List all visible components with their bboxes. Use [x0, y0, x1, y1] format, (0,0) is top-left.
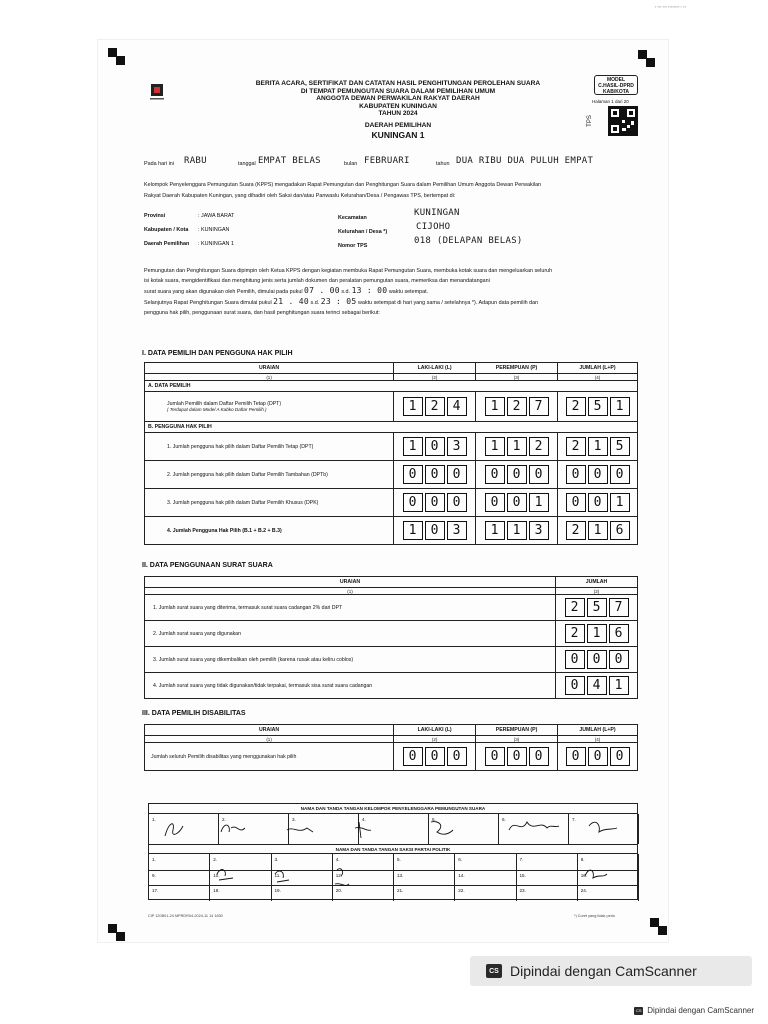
camscanner-badge — [470, 956, 752, 986]
s3-l — [394, 743, 476, 771]
kpps-number: 2. — [222, 817, 226, 822]
saksi-number: 6. — [458, 857, 463, 862]
saksi-number: 17. — [152, 888, 159, 894]
session-line3 — [144, 286, 674, 297]
digits-s2-r1-box-3: 7 — [609, 598, 629, 617]
label-bulan: bulan — [344, 161, 358, 167]
digits-b3-p-box-3: 1 — [529, 493, 549, 512]
digits-s2-r2-box-1: 2 — [565, 624, 585, 643]
digits-b2-j-box-2: 0 — [588, 465, 608, 484]
kpps-signature-title: NAMA DAN TANDA TANGAN KELOMPOK PENYELENGGARA PEMUNGUTAN SUARA — [149, 804, 637, 814]
s1-dpt-desc — [145, 392, 394, 422]
section1-table — [144, 362, 638, 545]
s1-b4-p — [476, 517, 558, 545]
saksi-number: 2. — [213, 857, 218, 862]
qr-code-icon — [608, 106, 638, 136]
digits-b1-l-box-1: 1 — [403, 437, 423, 456]
time-count-end: 23 : 05 — [320, 297, 357, 306]
digits-dpt-l — [397, 397, 472, 416]
camscanner-logo-icon: CS — [486, 964, 502, 978]
digits-dpt-p-box-2: 2 — [507, 397, 527, 416]
s1-b-title: B. PENGGUNA HAK PILIH — [145, 422, 638, 433]
camscanner-small-logo-icon: CS — [635, 1008, 642, 1013]
saksi-number: 19. — [274, 888, 281, 894]
digits-s3-j — [561, 747, 634, 766]
kpu-logo-icon — [148, 82, 166, 104]
s1-b4-j — [558, 517, 638, 545]
s3-j — [558, 743, 638, 771]
s1-b1-desc: 1. Jumlah pengguna hak pilih dalam Daftar Pemilih Tetap (DPT) — [145, 433, 394, 461]
s1-b2-row — [145, 461, 638, 489]
saksi-number: 13. — [397, 872, 404, 878]
digits-s2-r1 — [559, 598, 634, 617]
s1-n4: (4) — [558, 374, 638, 381]
header-line1: BERITA ACARA, SERTIFIKAT DAN CATATAN HASIL PENGHITUNGAN PEROLEHAN SUARA — [255, 80, 541, 87]
digits-b4-p — [479, 521, 554, 540]
saksi-number: 20. — [335, 888, 343, 894]
label-kabkota: Kabupaten / Kota — [144, 227, 189, 233]
digits-b1-p-box-1: 1 — [485, 437, 505, 456]
s2-col-uraian: URAIAN — [145, 577, 556, 588]
digits-b3-p-box-1: 0 — [485, 493, 505, 512]
s3-row — [145, 743, 638, 771]
digits-s2-r3-box-2: 0 — [587, 650, 607, 669]
camscanner-text: Dipindai dengan CamScanner — [510, 963, 697, 979]
digits-b2-p — [479, 465, 554, 484]
digits-b3-l-box-3: 0 — [447, 493, 467, 512]
saksi-number: 24. — [580, 888, 588, 894]
s2-n2: (2) — [556, 588, 638, 595]
digits-b2-p-box-1: 0 — [485, 465, 505, 484]
digits-s3-j-box-2: 0 — [588, 747, 608, 766]
digits-b1-p-box-3: 2 — [529, 437, 549, 456]
s2-row3-val — [556, 647, 638, 673]
s2-row2 — [145, 621, 638, 647]
s1-b3-desc: 3. Jumlah pengguna hak pilih dalam Daftar Pemilih Khusus (DPK) — [145, 489, 394, 517]
s1-b-title-row — [145, 422, 638, 433]
value-kelurahan: CIJOHO — [416, 222, 451, 232]
digits-s3-j-box-3: 0 — [610, 747, 630, 766]
digits-s3-p — [479, 747, 554, 766]
saksi-signature-title: NAMA DAN TANDA TANGAN SAKSI PARTAI POLITIK — [149, 844, 637, 854]
saksi-number: 15. — [519, 872, 526, 878]
digits-dpt-p — [479, 397, 554, 416]
digits-b4-p-box-3: 3 — [529, 521, 549, 540]
form-page — [98, 40, 668, 942]
model-line2: C.HASIL-DPRD — [598, 83, 634, 89]
value-hari: RABU — [184, 156, 207, 166]
s1-b2-p — [476, 461, 558, 489]
digits-b3-l-box-1: 0 — [403, 493, 423, 512]
s1-a-title: A. DATA PEMILIH — [145, 381, 638, 392]
value-tanggal: EMPAT BELAS — [258, 156, 321, 166]
session-line3b: waktu setempat. — [388, 289, 429, 295]
digits-dpt-j-box-1: 2 — [566, 397, 586, 416]
value-kecamatan: KUNINGAN — [414, 208, 460, 218]
s1-b1-p — [476, 433, 558, 461]
label-provinsi: Provinsi — [144, 213, 166, 219]
s1-n1: (1) — [145, 374, 394, 381]
s1-b3-j — [558, 489, 638, 517]
digits-s2-r2-box-2: 1 — [587, 624, 607, 643]
saksi-number: 8. — [580, 857, 585, 862]
digits-b3-l — [397, 493, 472, 512]
digits-dpt-l-box-1: 1 — [403, 397, 423, 416]
registration-mark-tl2 — [116, 56, 125, 65]
digits-dpt-p-box-1: 1 — [485, 397, 505, 416]
saksi-number: 12. — [335, 872, 343, 878]
footer-note: *) Coret yang tidak perlu — [574, 914, 615, 918]
value-tps: 018 (DELAPAN BELAS) — [414, 236, 523, 246]
digits-dpt-j — [561, 397, 634, 416]
label-kecamatan: Kecamatan — [338, 215, 367, 221]
s1-b1-j — [558, 433, 638, 461]
s3-col-uraian: URAIAN — [145, 725, 394, 736]
kpps-number: 6. — [502, 817, 506, 822]
digits-b3-p-box-2: 0 — [507, 493, 527, 512]
intro-paragraph — [144, 180, 674, 202]
saksi-number: 9. — [152, 872, 156, 878]
digits-b1-j-box-1: 2 — [566, 437, 586, 456]
session-line4a: Selanjutnya Rapat Penghitungan Suara dimulai pukul — [144, 300, 272, 306]
saksi-number: 11. — [274, 872, 281, 878]
session-line4 — [144, 297, 674, 308]
s1-dpt-note: ( Terdapat dalam Model A Kabko Daftar Pemilih ) — [167, 407, 267, 412]
section2-title: II. DATA PENGGUNAAN SURAT SUARA — [142, 562, 273, 569]
header-daerah: DAERAH PEMILIHAN — [364, 121, 432, 129]
value-dapil: : KUNINGAN 1 — [198, 241, 234, 247]
saksi-number: 5. — [397, 857, 401, 862]
digits-s3-l-box-2: 0 — [425, 747, 445, 766]
s2-row3 — [145, 647, 638, 673]
s2-n1: (1) — [145, 588, 556, 595]
saksi-number: 23. — [519, 888, 526, 894]
s3-n1: (1) — [145, 736, 394, 743]
session-line3a: surat suara yang akan digunakan oleh Pemilih, dimulai pada pukul — [144, 289, 303, 295]
digits-b2-l-box-3: 0 — [447, 465, 467, 484]
s1-n3: (3) — [476, 374, 558, 381]
model-line3: KAB/KOTA — [602, 89, 629, 95]
section3-table — [144, 724, 638, 771]
digits-b2-j — [561, 465, 634, 484]
time-count-start: 21 . 40 — [273, 297, 309, 306]
label-tanggal: tanggal — [238, 161, 256, 167]
header-line2: DI TEMPAT PEMUNGUTAN SUARA DALAM PEMILIHAN UMUM — [300, 87, 496, 95]
digits-s3-p-box-2: 0 — [507, 747, 527, 766]
signature-strokes — [149, 804, 639, 901]
s1-b2-l — [394, 461, 476, 489]
model-line1: MODEL — [606, 77, 626, 83]
s2-row4 — [145, 673, 638, 699]
s1-b4-desc: 4. Jumlah Pengguna Hak Pilih (B.1 + B.2 + B.3) — [145, 517, 394, 545]
sd-2: s.d. — [310, 300, 320, 306]
s1-number-row — [145, 374, 638, 381]
s3-number-row — [145, 736, 638, 743]
session-line4b: waktu setempat di hari yang sama / setelahnya *). Adapun data pemilih dan — [358, 300, 539, 306]
signature-table — [148, 803, 638, 900]
kpps-number: 7. — [572, 817, 576, 822]
digits-s2-r1-box-1: 2 — [565, 598, 585, 617]
digits-s3-l-box-1: 0 — [403, 747, 423, 766]
digits-dpt-p-box-3: 7 — [529, 397, 549, 416]
digits-b4-p-box-2: 1 — [507, 521, 527, 540]
s1-b2-desc: 2. Jumlah pengguna hak pilih dalam Daftar Pemilih Tambahan (DPTb) — [145, 461, 394, 489]
digits-b1-j-box-3: 5 — [610, 437, 630, 456]
saksi-number: 21. — [397, 888, 404, 894]
s2-header-row — [145, 577, 638, 588]
s3-n4: (4) — [558, 736, 638, 743]
digits-b1-p-box-2: 1 — [507, 437, 527, 456]
digits-b3-l-box-2: 0 — [425, 493, 445, 512]
saksi-number: 22. — [458, 888, 465, 894]
digits-b3-j-box-2: 0 — [588, 493, 608, 512]
s1-header-row — [145, 363, 638, 374]
digits-s3-p-box-3: 0 — [529, 747, 549, 766]
digits-b1-l-box-3: 3 — [447, 437, 467, 456]
digits-b4-l — [397, 521, 472, 540]
scan-header-noise: ▪ ▪▪▪ ▪▪▪ ▪▪▪▪▪▪▪▪ ▪ ▪▪ — [654, 4, 686, 9]
saksi-number: 16. — [580, 872, 588, 878]
digits-b2-p-box-2: 0 — [507, 465, 527, 484]
session-line1: Pemungutan dan Penghitungan Suara dipimpin oleh Ketua KPPS dengan kegiatan membuka Rapat Pemungutan Suara, membuka kotak suara dan mengeluarkan seluruh — [144, 268, 553, 274]
digits-b4-l-box-3: 3 — [447, 521, 467, 540]
registration-mark-bl2 — [116, 932, 125, 941]
s3-col-p: PEREMPUAN (P) — [476, 725, 558, 736]
digits-s3-p-box-1: 0 — [485, 747, 505, 766]
digits-dpt-l-box-2: 2 — [425, 397, 445, 416]
kpps-number: 4. — [362, 817, 366, 822]
s2-row4-val — [556, 673, 638, 699]
section3-title: III. DATA PEMILIH DISABILITAS — [142, 710, 246, 717]
intro-line1: Kelompok Penyelenggara Pemungutan Suara (KPPS) mengadakan Rapat Pemungutan dan Penghitungan Suara dalam Pemilihan Umum Anggota Dewan Perwakilan — [144, 182, 542, 188]
s3-n2: (2) — [394, 736, 476, 743]
model-box — [594, 75, 638, 95]
digits-s3-j-box-1: 0 — [566, 747, 586, 766]
s2-row2-val — [556, 621, 638, 647]
s1-b3-row — [145, 489, 638, 517]
digits-s2-r2 — [559, 624, 634, 643]
label-pada-hari: Pada hari ini — [144, 161, 174, 167]
digits-b1-l-box-2: 0 — [425, 437, 445, 456]
s1-b3-l — [394, 489, 476, 517]
section2-table — [144, 576, 638, 699]
saksi-number: 4. — [335, 857, 340, 862]
s1-dpt-desc-text: Jumlah Pemilih dalam Daftar Pemilih Tetap (DPT) — [167, 401, 282, 407]
s2-row3-desc: 3. Jumlah surat suara yang dikembalikan oleh pemilih (karena rusak atau keliru coblos) — [145, 647, 556, 673]
section1-title: I. DATA PEMILIH DAN PENGGUNA HAK PILIH — [142, 350, 293, 357]
digits-dpt-j-box-3: 1 — [610, 397, 630, 416]
camscanner-small-badge — [634, 1006, 754, 1015]
s1-b3-p — [476, 489, 558, 517]
s2-number-row — [145, 588, 638, 595]
page-number: Halaman 1 dari 20 — [592, 99, 629, 104]
s3-col-j: JUMLAH (L+P) — [558, 725, 638, 736]
s3-header-row — [145, 725, 638, 736]
digits-b1-l — [397, 437, 472, 456]
digits-b2-l — [397, 465, 472, 484]
s1-b1-row — [145, 433, 638, 461]
s1-col-uraian: URAIAN — [145, 363, 394, 374]
s2-row1 — [145, 595, 638, 621]
digits-b3-p — [479, 493, 554, 512]
digits-b4-p-box-1: 1 — [485, 521, 505, 540]
s1-dpt-l — [394, 392, 476, 422]
digits-b3-j — [561, 493, 634, 512]
s1-b4-l — [394, 517, 476, 545]
s1-b4-row — [145, 517, 638, 545]
side-code: TPS — [586, 115, 593, 127]
s1-col-l: LAKI-LAKI (L) — [394, 363, 476, 374]
kpps-number: 1. — [152, 817, 156, 822]
s2-row2-desc: 2. Jumlah surat suara yang digunakan — [145, 621, 556, 647]
header-line3: ANGGOTA DEWAN PERWAKILAN RAKYAT DAERAH — [316, 95, 480, 103]
digits-dpt-j-box-2: 5 — [588, 397, 608, 416]
s1-col-j: JUMLAH (L+P) — [558, 363, 638, 374]
digits-b4-j-box-2: 1 — [588, 521, 608, 540]
digits-b3-j-box-1: 0 — [566, 493, 586, 512]
digits-s2-r3-box-3: 0 — [609, 650, 629, 669]
camscanner-small-text: Dipindai dengan CamScanner — [647, 1006, 754, 1015]
label-tps: Nomor TPS — [338, 243, 368, 249]
saksi-number: 3. — [274, 857, 279, 862]
saksi-number: 14. — [458, 872, 465, 878]
sd-1: s.d. — [341, 289, 351, 295]
label-tahun: tahun — [436, 161, 450, 167]
digits-b1-j-box-2: 1 — [588, 437, 608, 456]
value-kabkota: : KUNINGAN — [198, 227, 230, 233]
digits-b4-j-box-1: 2 — [566, 521, 586, 540]
s1-col-p: PEREMPUAN (P) — [476, 363, 558, 374]
value-tahun: DUA RIBU DUA PULUH EMPAT — [456, 156, 594, 166]
digits-s2-r4-box-1: 0 — [565, 676, 585, 695]
digits-b2-l-box-2: 0 — [425, 465, 445, 484]
header-line4: KABUPATEN KUNINGAN — [359, 102, 437, 110]
s1-b2-j — [558, 461, 638, 489]
s2-col-j: JUMLAH — [556, 577, 638, 588]
time-start: 07 . 00 — [304, 286, 340, 295]
digits-s2-r4-box-3: 1 — [609, 676, 629, 695]
digits-s3-l-box-3: 0 — [447, 747, 467, 766]
s1-n2: (2) — [394, 374, 476, 381]
digits-b4-j-box-3: 6 — [610, 521, 630, 540]
s1-a-title-row — [145, 381, 638, 392]
saksi-number: 18. — [213, 888, 220, 894]
s3-p — [476, 743, 558, 771]
digits-s2-r1-box-2: 5 — [587, 598, 607, 617]
s2-row4-desc: 4. Jumlah surat suara yang tidak digunakan/tidak terpakai, termasuk sisa surat suara cadangan — [145, 673, 556, 699]
session-paragraph — [144, 266, 674, 318]
header-kuningan: KUNINGAN 1 — [371, 129, 425, 140]
saksi-number: 1. — [152, 857, 156, 862]
value-bulan: FEBRUARI — [364, 156, 410, 166]
digits-s2-r4 — [559, 676, 634, 695]
s2-row1-desc: 1. Jumlah surat suara yang diterima, termasuk surat suara cadangan 2% dari DPT — [145, 595, 556, 621]
label-dapil: Daerah Pemilihan — [144, 241, 190, 247]
form-header — [178, 80, 618, 141]
digits-b2-p-box-3: 0 — [529, 465, 549, 484]
kpps-number: 5. — [432, 817, 436, 822]
saksi-number: 10. — [213, 872, 220, 878]
intro-line2: Rakyat Daerah Kabupaten Kuningan, yang dihadiri oleh Saksi dan/atau Panwaslu Kelurahan/Desa / Pengawas TPS, bertempat di: — [144, 193, 456, 199]
session-line5: pengguna hak pilih, penggunaan surat suara, dan hasil penghitungan suara terinci sebagai berikut: — [144, 310, 380, 316]
digits-b4-l-box-2: 0 — [425, 521, 445, 540]
label-kelurahan: Kelurahan / Desa *) — [338, 229, 388, 235]
digits-s3-l — [397, 747, 472, 766]
s1-dpt-row — [145, 392, 638, 422]
digits-s2-r4-box-2: 4 — [587, 676, 607, 695]
s1-dpt-j — [558, 392, 638, 422]
registration-mark-tr2 — [646, 58, 655, 67]
digits-s2-r2-box-3: 6 — [609, 624, 629, 643]
digits-b1-p — [479, 437, 554, 456]
digits-s2-r3 — [559, 650, 634, 669]
digits-s2-r3-box-1: 0 — [565, 650, 585, 669]
s2-row1-val — [556, 595, 638, 621]
digits-b2-j-box-1: 0 — [566, 465, 586, 484]
s1-dpt-p — [476, 392, 558, 422]
value-provinsi: : JAWA BARAT — [198, 213, 235, 219]
footer-code: CIP 120B01-24 MPRDR04-2024-11 14 1830 — [148, 914, 223, 918]
s3-col-l: LAKI-LAKI (L) — [394, 725, 476, 736]
s3-desc: Jumlah seluruh Pemilih disabilitas yang menggunakan hak pilih — [145, 743, 394, 771]
digits-b4-l-box-1: 1 — [403, 521, 423, 540]
digits-b2-l-box-1: 0 — [403, 465, 423, 484]
header-line5: TAHUN 2024 — [378, 110, 418, 118]
digits-dpt-l-box-3: 4 — [447, 397, 467, 416]
s3-n3: (3) — [476, 736, 558, 743]
digits-b4-j — [561, 521, 634, 540]
digits-b2-j-box-3: 0 — [610, 465, 630, 484]
session-line2: isi kotak suara, mengidentifikasi dan menghitung jenis serta jumlah dokumen dan peralatan pemungutan suara, memeriksa dan menandatangani — [144, 278, 490, 284]
digits-b3-j-box-3: 1 — [610, 493, 630, 512]
kpps-number: 3. — [292, 817, 296, 822]
registration-mark-br2 — [658, 926, 667, 935]
saksi-number: 7. — [519, 857, 524, 862]
digits-b1-j — [561, 437, 634, 456]
time-end: 13 : 00 — [351, 286, 388, 295]
s1-b1-l — [394, 433, 476, 461]
